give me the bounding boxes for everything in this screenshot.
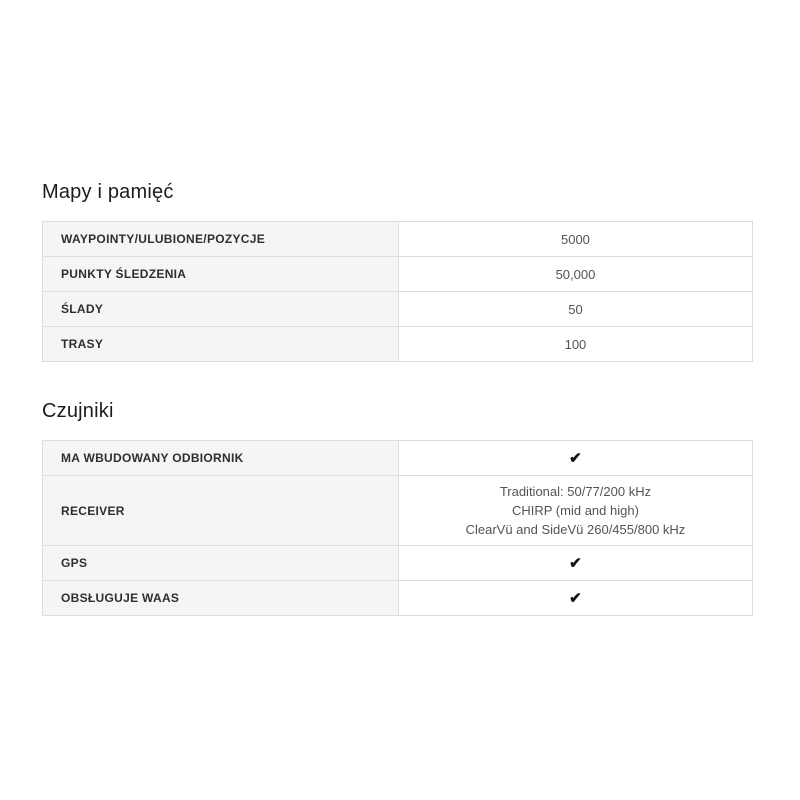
section-maps-memory [42,180,753,362]
receiver-frequency-line: ClearVü and SideVü 260/455/800 kHz [465,522,686,537]
receiver-frequency-line: CHIRP (mid and high) [511,503,639,518]
spec-table-maps-memory [42,221,753,362]
spec-value-routes [399,327,752,361]
spec-value-text: 50,000 [555,266,596,282]
spec-row-receiver [43,476,752,546]
spec-label-routes: TRASY [43,327,399,361]
check-icon: ✔ [569,449,582,467]
section-title-sensors: Czujniki [42,400,114,422]
spec-table-sensors [42,440,753,616]
spec-label-waypoints: WAYPOINTY/ULUBIONE/POZYCJE [43,222,399,256]
check-icon: ✔ [569,589,582,607]
section-sensors [42,399,753,616]
spec-label-waas: OBSŁUGUJE WAAS [43,581,399,615]
check-icon: ✔ [569,554,582,572]
spec-value-waas [399,581,752,615]
spec-value-text: 100 [564,336,587,352]
spec-row-routes [43,327,752,361]
spec-label-track-points: PUNKTY ŚLEDZENIA [43,257,399,291]
spec-value-track-points [399,257,752,291]
spec-row-track-points [43,257,752,292]
spec-row-gps [43,546,752,581]
spec-value-receiver [399,476,752,545]
spec-label-gps: GPS [43,546,399,580]
spec-label-receiver: RECEIVER [43,476,399,545]
spec-value-text: 50 [568,301,583,317]
spec-value-built-in-receiver [399,441,752,475]
spec-row-tracks [43,292,752,327]
section-title-maps-memory: Mapy i pamięć [42,181,174,203]
spec-row-waypoints [43,222,752,257]
spec-label-tracks: ŚLADY [43,292,399,326]
spec-value-waypoints [399,222,752,256]
spec-value-text: 5000 [560,231,590,247]
spec-row-built-in-receiver [43,441,752,476]
spec-value-tracks [399,292,752,326]
receiver-frequency-line: Traditional: 50/77/200 kHz [499,484,652,499]
spec-row-waas [43,581,752,615]
spec-value-gps [399,546,752,580]
spec-label-built-in-receiver: MA WBUDOWANY ODBIORNIK [43,441,399,475]
